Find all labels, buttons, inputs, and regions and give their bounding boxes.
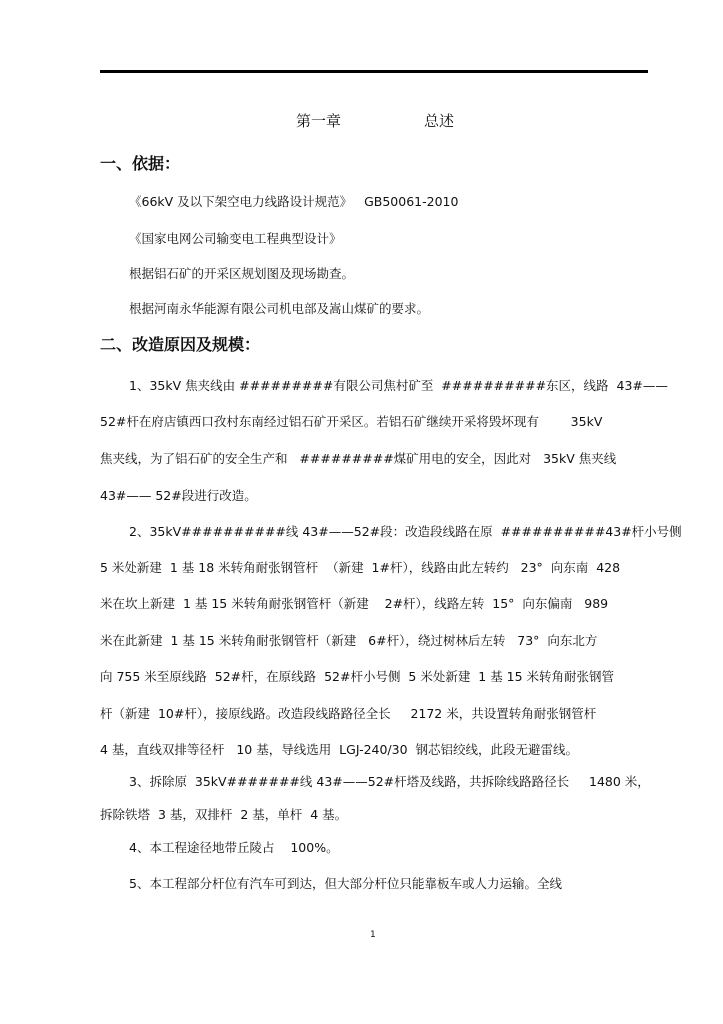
body-line: 拆除铁塔 3 基，双排杆 2 基，单杆 4 基。 bbox=[100, 807, 348, 822]
header-rule bbox=[100, 70, 648, 73]
body-line: 4 基，直线双排等径杆 10 基，导线选用 LGJ-240/30 钢芯铝绞线，此段无避雷线。 bbox=[100, 742, 578, 757]
body-line: 3、拆除原 35kV#######线 43#——52#杆塔及线路，共拆除线路路径长 1480 米， bbox=[129, 774, 650, 789]
body-line: 1、35kV 焦夹线由 #########有限公司焦村矿至 ##########东区，线路 43#—— bbox=[129, 378, 668, 393]
body-line: 米在此新建 1 基 15 米转角耐张钢管杆（新建 6#杆），绕过树林后左转 73° 向东北方 bbox=[100, 633, 598, 648]
body-line: 焦夹线，为了铝石矿的安全生产和 #########煤矿用电的安全，因此对 35kV 焦夹线 bbox=[100, 451, 617, 466]
chapter-number: 第一章 bbox=[296, 112, 342, 130]
chapter-name: 总述 bbox=[424, 112, 455, 130]
body-line: 向 755 米至原线路 52#杆，在原线路 52#杆小号侧 5 米处新建 1 基 15 米转角耐张钢管 bbox=[100, 669, 615, 684]
body-line: 52#杆在府店镇西口孜村东南经过铝石矿开采区。若铝石矿继续开采将毁坏现有 35kV bbox=[100, 414, 603, 429]
body-line: 5 米处新建 1 基 18 米转角耐张钢管杆 （新建 1#杆），线路由此左转约 23° 向东南 428 bbox=[100, 560, 621, 575]
section-heading-reasons: 二、改造原因及规模： bbox=[100, 335, 261, 354]
body-line: 5、本工程部分杆位有汽车可到达，但大部分杆位只能靠板车或人力运输。全线 bbox=[129, 876, 562, 891]
basis-item: 根据铝石矿的开采区规划图及现场勘查。 bbox=[129, 266, 355, 281]
body-line: 2、35kV##########线 43#——52#段：改造段线路在原 ##########43#杆小号侧 bbox=[129, 524, 682, 539]
body-line: 米在坎上新建 1 基 15 米转角耐张钢管杆（新建 2#杆），线路左转 15° 向东偏南 989 bbox=[100, 596, 609, 611]
body-line: 4、本工程途径地带丘陵占 100%。 bbox=[129, 840, 339, 855]
section-heading-basis: 一、依据： bbox=[100, 154, 181, 173]
basis-item: 《66kV 及以下架空电力线路设计规范》 GB50061-2010 bbox=[129, 194, 459, 209]
basis-item: 《国家电网公司输变电工程典型设计》 bbox=[129, 231, 342, 246]
body-line: 杆（新建 10#杆），接原线路。改造段线路路径全长 2172 米，共设置转角耐张钢管杆 bbox=[100, 706, 597, 721]
page-number: 1 bbox=[370, 930, 376, 940]
basis-item: 根据河南永华能源有限公司机电部及嵩山煤矿的要求。 bbox=[129, 301, 430, 316]
body-line: 43#—— 52#段进行改造。 bbox=[100, 488, 257, 503]
